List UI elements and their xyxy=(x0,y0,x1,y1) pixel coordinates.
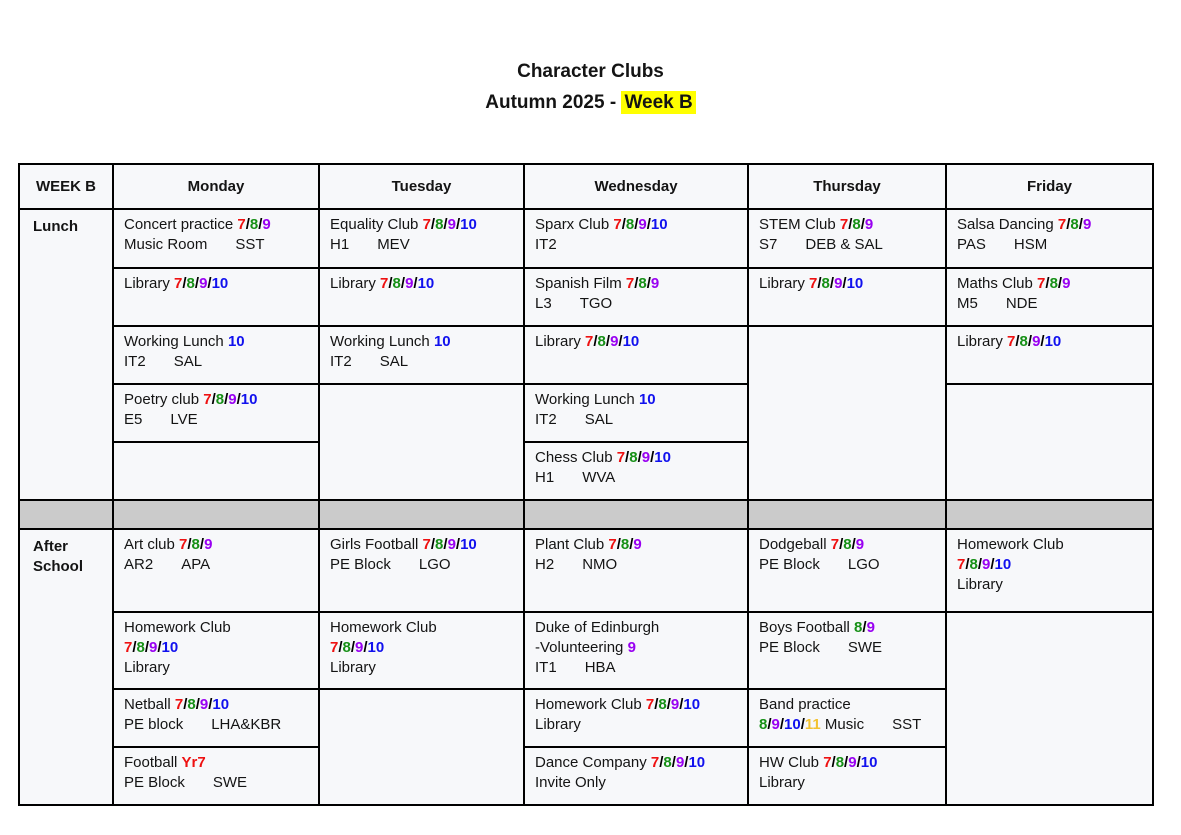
club-line: PAS HSM xyxy=(957,236,1048,253)
year-groups: 7/8/9/10 xyxy=(809,275,864,292)
club-line: 8/9/10/11 Music SST xyxy=(759,716,922,733)
subtitle-prefix: Autumn 2025 - xyxy=(485,92,622,113)
club-line: Boys Football 8/9 xyxy=(759,619,875,636)
day-header-thursday: Thursday xyxy=(748,164,946,209)
club-cell-after-school-thursday xyxy=(748,529,946,612)
day-header-friday: Friday xyxy=(946,164,1153,209)
club-line: Library xyxy=(759,774,805,791)
club-cell-after-school-wednesday xyxy=(524,689,748,747)
year-groups: 9 xyxy=(627,639,636,656)
week-highlight: Week B xyxy=(621,91,695,114)
club-cell-after-school-monday xyxy=(113,689,319,747)
club-line: Concert practice 7/8/9 xyxy=(124,216,271,233)
club-line: Working Lunch 10 xyxy=(124,333,245,350)
year-groups: 8/9/10/11 xyxy=(759,716,821,733)
club-cell-after-school-thursday xyxy=(748,689,946,747)
club-line: Poetry club 7/8/9/10 xyxy=(124,391,258,408)
club-line: PE Block SWE xyxy=(124,774,248,791)
club-cell-lunch-friday xyxy=(946,268,1153,326)
day-header-wednesday: Wednesday xyxy=(524,164,748,209)
club-line: Music Room SST xyxy=(124,236,265,253)
club-cell-lunch-tuesday xyxy=(319,326,524,384)
club-line: Library 7/8/9/10 xyxy=(759,275,864,292)
club-cell-lunch-monday xyxy=(113,268,319,326)
year-groups: 7/8/9/10 xyxy=(823,754,878,771)
club-line: Plant Club 7/8/9 xyxy=(535,536,642,553)
clubs-timetable xyxy=(18,163,1154,806)
club-line: Homework Club xyxy=(330,619,437,636)
club-line: Library xyxy=(957,576,1003,593)
separator-cell xyxy=(113,500,319,529)
club-line: HW Club 7/8/9/10 xyxy=(759,754,878,771)
club-line: Duke of Edinburgh xyxy=(535,619,660,636)
club-line: IT2 SAL xyxy=(124,353,203,370)
year-groups: 7/8/9/10 xyxy=(957,556,1012,573)
club-line: H1 WVA xyxy=(535,469,616,486)
club-line: Salsa Dancing 7/8/9 xyxy=(957,216,1092,233)
club-line: E5 LVE xyxy=(124,411,198,428)
year-groups: 8/9 xyxy=(854,619,875,636)
club-line: S7 DEB & SAL xyxy=(759,236,883,253)
club-cell-lunch-wednesday xyxy=(524,326,748,384)
club-line: Maths Club 7/8/9 xyxy=(957,275,1071,292)
year-groups: 10 xyxy=(433,333,451,350)
club-line: IT2 SAL xyxy=(330,353,409,370)
club-cell-lunch-friday xyxy=(946,326,1153,384)
empty-cell-tuesday xyxy=(319,689,524,805)
club-line: Sparx Club 7/8/9/10 xyxy=(535,216,668,233)
separator-cell xyxy=(319,500,524,529)
club-cell-lunch-tuesday xyxy=(319,268,524,326)
separator-cell xyxy=(524,500,748,529)
club-line: M5 NDE xyxy=(957,295,1038,312)
club-line: Chess Club 7/8/9/10 xyxy=(535,449,671,466)
club-cell-lunch-monday xyxy=(113,209,319,268)
club-line: H1 MEV xyxy=(330,236,410,253)
club-cell-lunch-tuesday xyxy=(319,209,524,268)
year-groups: 7/8/9/10 xyxy=(650,754,706,771)
day-header-tuesday: Tuesday xyxy=(319,164,524,209)
empty-cell-friday xyxy=(946,384,1153,500)
year-groups: 10 xyxy=(227,333,245,350)
separator-cell xyxy=(748,500,946,529)
club-line: STEM Club 7/8/9 xyxy=(759,216,874,233)
year-groups: 7/8/9/10 xyxy=(422,216,477,233)
club-line: Library xyxy=(330,659,376,676)
year-groups: Yr7 xyxy=(181,754,206,771)
club-line: Dodgeball 7/8/9 xyxy=(759,536,865,553)
club-cell-after-school-wednesday xyxy=(524,747,748,805)
year-groups: 7/8/9 xyxy=(608,536,642,553)
year-groups: 7/8/9/10 xyxy=(645,696,701,713)
club-line: Library 7/8/9/10 xyxy=(957,333,1062,350)
club-cell-after-school-wednesday xyxy=(524,612,748,689)
year-groups: 7/8/9/10 xyxy=(585,333,640,350)
club-line xyxy=(124,638,309,658)
club-cell-lunch-thursday xyxy=(748,209,946,268)
empty-cell-monday xyxy=(113,442,319,500)
club-line: Equality Club 7/8/9/10 xyxy=(330,216,477,233)
club-line: Spanish Film 7/8/9 xyxy=(535,275,660,292)
page-subtitle xyxy=(0,91,1181,115)
club-cell-after-school-tuesday xyxy=(319,612,524,689)
club-line xyxy=(957,555,1143,575)
club-line: -Volunteering 9 xyxy=(535,639,636,656)
year-groups: 7/8/9/10 xyxy=(380,275,435,292)
club-cell-after-school-monday xyxy=(113,529,319,612)
club-cell-after-school-monday xyxy=(113,612,319,689)
club-line: Dance Company 7/8/9/10 xyxy=(535,754,706,771)
club-cell-after-school-thursday xyxy=(748,747,946,805)
club-line: L3 TGO xyxy=(535,295,613,312)
club-line: Homework Club xyxy=(124,619,231,636)
year-groups: 7/8/9 xyxy=(1057,216,1092,233)
club-cell-after-school-monday xyxy=(113,747,319,805)
year-groups: 7/8/9 xyxy=(625,275,660,292)
club-cell-lunch-friday xyxy=(946,209,1153,268)
section-label-after-school: After School xyxy=(19,529,113,805)
week-label-header: WEEK B xyxy=(19,164,113,209)
club-cell-lunch-wednesday xyxy=(524,384,748,442)
club-line: Library 7/8/9/10 xyxy=(535,333,640,350)
year-groups: 7/8/9 xyxy=(830,536,865,553)
empty-cell-tuesday xyxy=(319,384,524,500)
club-line: PE Block SWE xyxy=(759,639,883,656)
club-line xyxy=(330,638,514,658)
club-line: Girls Football 7/8/9/10 xyxy=(330,536,477,553)
year-groups: 7/8/9 xyxy=(179,536,213,553)
club-line: Art club 7/8/9 xyxy=(124,536,213,553)
club-line: Netball 7/8/9/10 xyxy=(124,696,230,713)
club-cell-lunch-monday xyxy=(113,384,319,442)
club-line: Library 7/8/9/10 xyxy=(330,275,435,292)
club-line: Homework Club 7/8/9/10 xyxy=(535,696,701,713)
club-cell-after-school-friday xyxy=(946,529,1153,612)
club-line: PE Block LGO xyxy=(759,556,880,573)
club-line: Invite Only xyxy=(535,774,606,791)
year-groups: 7/8/9 xyxy=(1037,275,1071,292)
club-cell-lunch-wednesday xyxy=(524,209,748,268)
club-cell-lunch-monday xyxy=(113,326,319,384)
day-header-monday: Monday xyxy=(113,164,319,209)
section-label-lunch: Lunch xyxy=(19,209,113,500)
title-block xyxy=(0,60,1181,115)
club-cell-lunch-wednesday xyxy=(524,268,748,326)
club-cell-after-school-wednesday xyxy=(524,529,748,612)
year-groups: 7/8/9/10 xyxy=(613,216,668,233)
page-title: Character Clubs xyxy=(517,61,664,82)
year-groups: 7/8/9/10 xyxy=(203,391,258,408)
year-groups: 7/8/9/10 xyxy=(174,696,230,713)
club-line: Football Yr7 xyxy=(124,754,206,771)
year-groups: 7/8/9 xyxy=(237,216,271,233)
club-line: PE block LHA&KBR xyxy=(124,716,282,733)
club-line: AR2 APA xyxy=(124,556,211,573)
year-groups: 7/8/9 xyxy=(839,216,874,233)
empty-cell-thursday xyxy=(748,326,946,500)
club-cell-lunch-wednesday xyxy=(524,442,748,500)
club-cell-after-school-tuesday xyxy=(319,529,524,612)
club-line: Library 7/8/9/10 xyxy=(124,275,229,292)
year-groups: 7/8/9/10 xyxy=(1007,333,1062,350)
year-groups: 7/8/9/10 xyxy=(174,275,229,292)
separator-cell xyxy=(946,500,1153,529)
club-line: Library xyxy=(535,716,581,733)
club-line: Homework Club xyxy=(957,536,1064,553)
year-groups: 7/8/9/10 xyxy=(616,449,671,466)
year-groups: 7/8/9/10 xyxy=(422,536,477,553)
club-line: Working Lunch 10 xyxy=(535,391,656,408)
club-line: Working Lunch 10 xyxy=(330,333,451,350)
year-groups: 7/8/9/10 xyxy=(330,639,385,656)
year-groups: 10 xyxy=(638,391,656,408)
club-line: Library xyxy=(124,659,170,676)
club-line: H2 NMO xyxy=(535,556,618,573)
club-line: IT2 SAL xyxy=(535,411,614,428)
club-line: Band practice xyxy=(759,696,851,713)
club-line: IT2 xyxy=(535,236,557,253)
year-groups: 7/8/9/10 xyxy=(124,639,179,656)
club-line: PE Block LGO xyxy=(330,556,451,573)
club-line: IT1 HBA xyxy=(535,659,616,676)
club-cell-after-school-thursday xyxy=(748,612,946,689)
club-cell-lunch-thursday xyxy=(748,268,946,326)
separator-cell xyxy=(19,500,113,529)
empty-cell-friday xyxy=(946,612,1153,805)
